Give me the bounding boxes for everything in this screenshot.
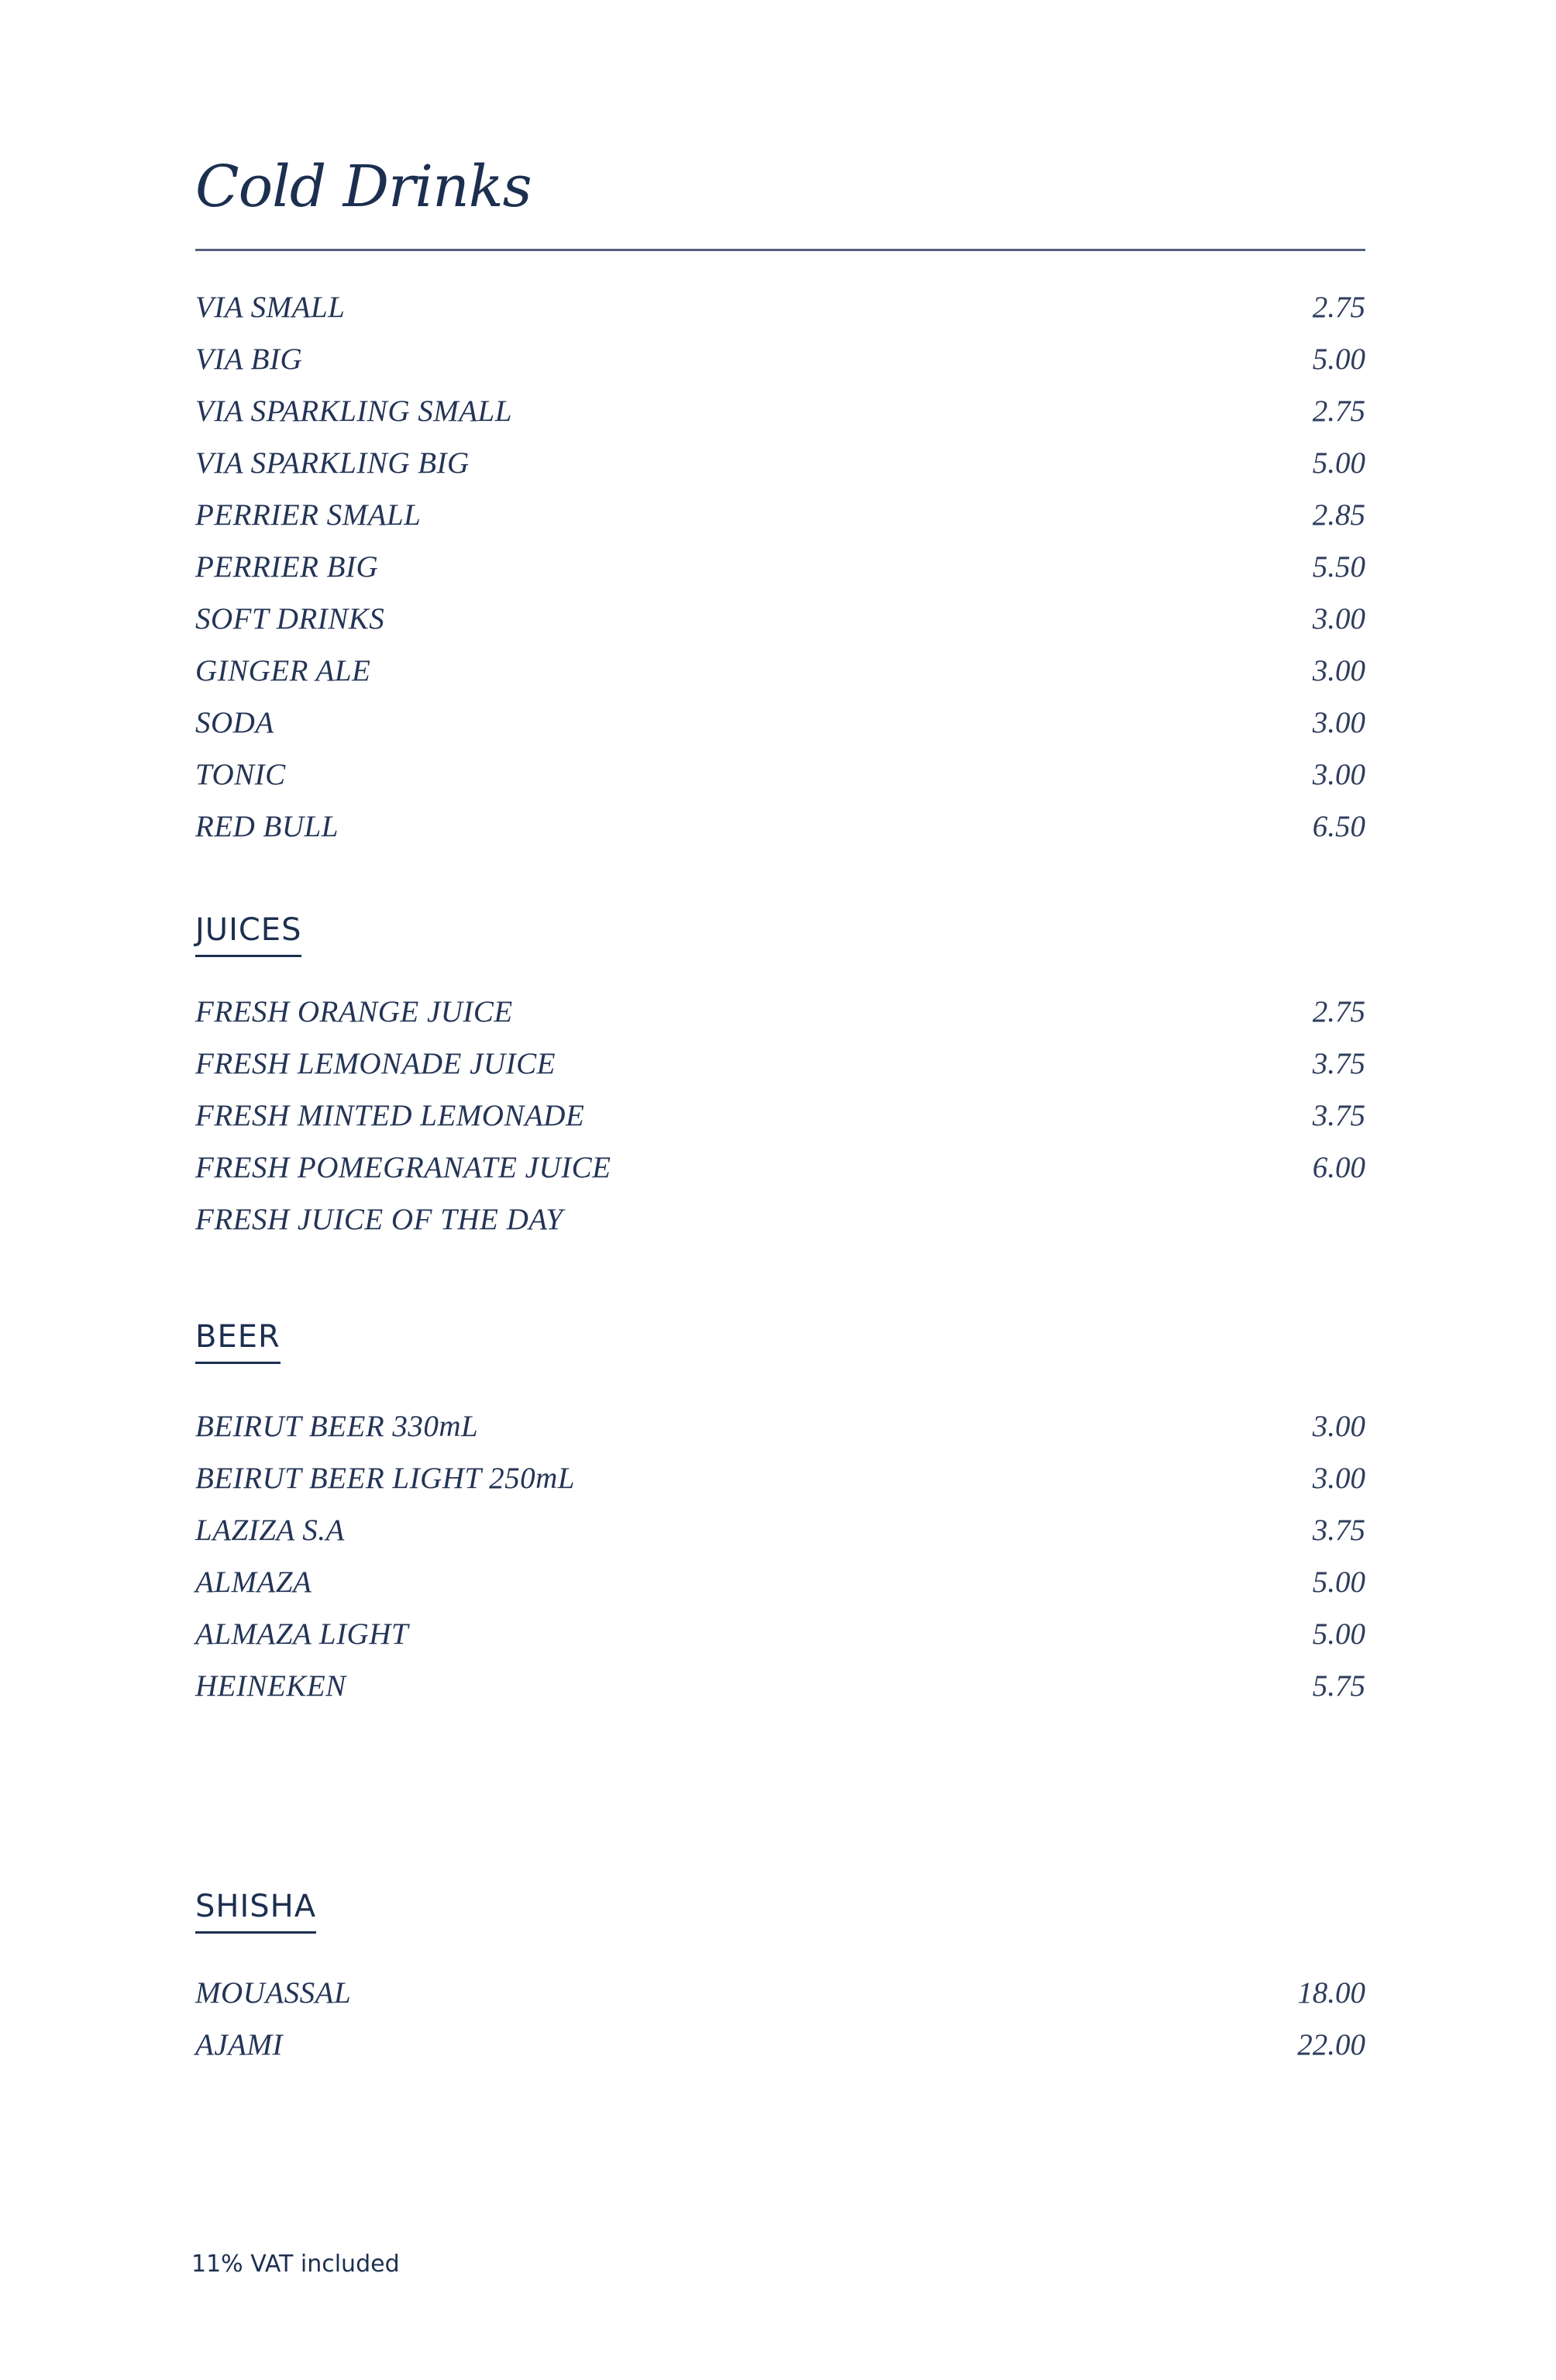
menu-item-name: FRESH LEMONADE JUICE	[195, 1047, 556, 1080]
section-heading-shisha: SHISHA	[195, 1883, 316, 1934]
menu-item	[195, 749, 1365, 801]
menu-item-price: 3.75	[1312, 1047, 1365, 1080]
menu-item-price: 3.00	[1312, 1462, 1365, 1495]
menu-item	[195, 1193, 1365, 1245]
menu-item-name: AJAMI	[195, 2028, 283, 2061]
menu-item	[195, 1090, 1365, 1142]
juices-list	[195, 986, 1365, 1245]
menu-item-price: 6.50	[1312, 810, 1365, 843]
menu-item-price: 5.50	[1312, 550, 1365, 584]
menu-item-name: VIA SPARKLING BIG	[195, 446, 470, 480]
menu-item-name: FRESH MINTED LEMONADE	[195, 1099, 585, 1132]
menu-item	[195, 1660, 1365, 1712]
menu-item-name: SOFT DRINKS	[195, 602, 385, 635]
menu-item-name: MOUASSAL	[195, 1976, 352, 2010]
menu-item	[195, 489, 1365, 541]
menu-item-name: TONIC	[195, 758, 286, 791]
menu-item	[195, 1400, 1365, 1452]
shisha-section	[195, 1883, 1365, 1934]
menu-item	[195, 333, 1365, 385]
menu-item-name: HEINEKEN	[195, 1669, 346, 1703]
menu-item	[195, 1452, 1365, 1504]
menu-item-name: FRESH POMEGRANATE JUICE	[195, 1151, 611, 1184]
page-title: Cold Drinks	[195, 153, 532, 220]
beer-section	[195, 1314, 1365, 1364]
menu-item-price: 5.00	[1312, 1565, 1365, 1599]
menu-item-price: 5.75	[1312, 1669, 1365, 1703]
juices-section	[195, 907, 1365, 957]
cold-drinks-list	[195, 281, 1365, 852]
menu-item	[195, 697, 1365, 749]
menu-item-price: 18.00	[1297, 1976, 1365, 2010]
shisha-list	[195, 1967, 1365, 2071]
menu-item-name: VIA SPARKLING SMALL	[195, 394, 512, 428]
menu-item-price: 2.75	[1312, 291, 1365, 324]
menu-item	[195, 986, 1365, 1038]
menu-item-price: 3.00	[1312, 1410, 1365, 1443]
section-heading-beer: BEER	[195, 1314, 281, 1364]
menu-item-price: 22.00	[1297, 2028, 1365, 2061]
menu-item-price: 3.00	[1312, 654, 1365, 687]
menu-item-name: ALMAZA	[195, 1565, 312, 1599]
menu-item-name: RED BULL	[195, 810, 339, 843]
menu-item-price: 3.75	[1312, 1099, 1365, 1132]
title-divider	[195, 249, 1365, 251]
menu-item	[195, 385, 1365, 437]
menu-item	[195, 1556, 1365, 1608]
menu-item-name: PERRIER BIG	[195, 550, 379, 584]
menu-item	[195, 1142, 1365, 1193]
menu-item	[195, 2019, 1365, 2071]
menu-item-name: BEIRUT BEER LIGHT 250mL	[195, 1462, 575, 1495]
menu-item	[195, 541, 1365, 593]
menu-item-price: 3.00	[1312, 758, 1365, 791]
menu-item	[195, 801, 1365, 852]
menu-item-price: 2.75	[1312, 995, 1365, 1028]
menu-item	[195, 593, 1365, 645]
menu-item-name: LAZIZA S.A	[195, 1514, 345, 1547]
section-heading-juices: JUICES	[195, 907, 301, 957]
menu-item-name: FRESH JUICE OF THE DAY	[195, 1203, 563, 1236]
vat-footnote: 11% VAT included	[191, 2251, 400, 2278]
menu-item-name: VIA BIG	[195, 343, 303, 376]
menu-item-price: 3.75	[1312, 1514, 1365, 1547]
menu-item	[195, 1608, 1365, 1660]
menu-item	[195, 1967, 1365, 2019]
menu-item-name: PERRIER SMALL	[195, 498, 422, 532]
menu-item	[195, 1504, 1365, 1556]
menu-item	[195, 645, 1365, 697]
menu-item-price: 5.00	[1312, 446, 1365, 480]
menu-item-price: 3.00	[1312, 602, 1365, 635]
menu-item-name: BEIRUT BEER 330mL	[195, 1410, 479, 1443]
menu-item-price: 2.85	[1312, 498, 1365, 532]
menu-item	[195, 437, 1365, 489]
menu-item-name: FRESH ORANGE JUICE	[195, 995, 513, 1028]
beer-list	[195, 1400, 1365, 1712]
menu-item	[195, 1038, 1365, 1090]
menu-item	[195, 281, 1365, 333]
menu-item-name: VIA SMALL	[195, 291, 346, 324]
menu-item-price: 2.75	[1312, 394, 1365, 428]
menu-item-price: 3.00	[1312, 706, 1365, 739]
menu-item-price: 6.00	[1312, 1151, 1365, 1184]
menu-item-name: SODA	[195, 706, 274, 739]
menu-item-price: 5.00	[1312, 1617, 1365, 1651]
menu-item-name: GINGER ALE	[195, 654, 371, 687]
menu-item-name: ALMAZA LIGHT	[195, 1617, 409, 1651]
menu-item-price: 5.00	[1312, 343, 1365, 376]
